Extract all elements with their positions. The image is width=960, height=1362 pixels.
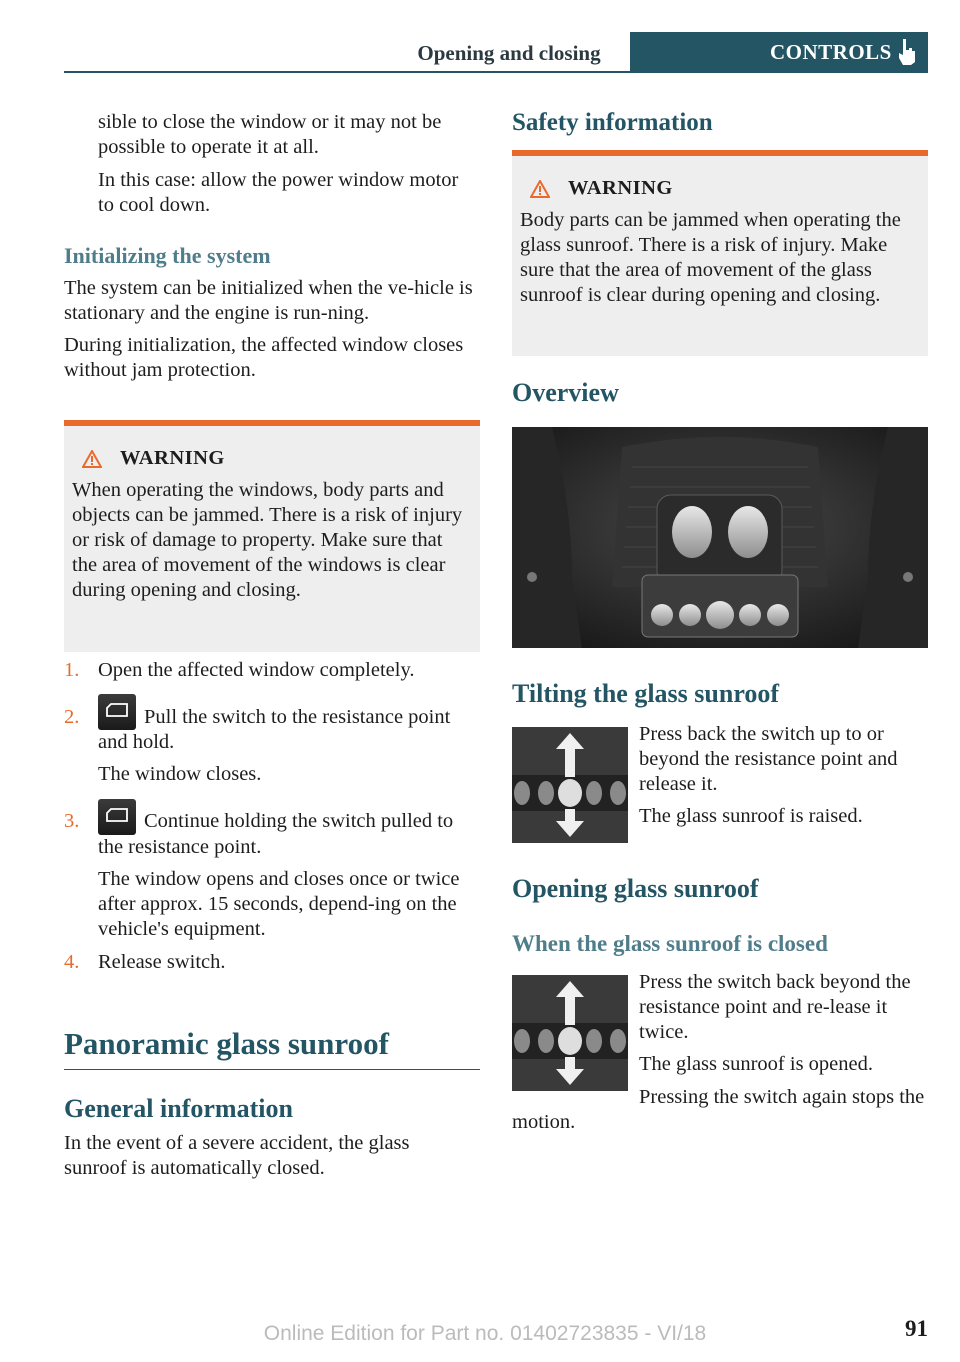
warning-header xyxy=(72,446,472,471)
window-switch-icon xyxy=(98,799,136,835)
paragraph: The glass sunroof is raised. xyxy=(639,805,863,827)
header-rule xyxy=(64,71,928,73)
list-item xyxy=(64,705,480,787)
heading-overview: Overview xyxy=(512,378,619,407)
page-number: 91 xyxy=(905,1316,928,1341)
window-switch-icon xyxy=(98,694,136,730)
step-text: Open the affected window completely. xyxy=(98,659,415,681)
paragraph: The glass sunroof is opened. xyxy=(639,1053,873,1075)
open-text xyxy=(639,970,928,1077)
list-number: 2. xyxy=(64,706,80,728)
tilt-switch-image xyxy=(512,727,628,843)
list-item xyxy=(64,809,480,941)
heading-rule xyxy=(64,1069,480,1070)
paragraph: Press back the switch up to or beyond the resistance point and release it. xyxy=(639,723,898,795)
overhead-console-image xyxy=(512,427,928,648)
heading-initializing: Initializing the system xyxy=(64,243,271,268)
tilt-text xyxy=(639,722,928,829)
edition-footer: Online Edition for Part no. 01402723835 - VI/18 xyxy=(263,1322,707,1345)
paragraph: During initialization, the affected window closes without jam protection. xyxy=(64,334,464,381)
heading-tilting: Tilting the glass sunroof xyxy=(512,679,780,708)
warning-icon xyxy=(530,180,550,198)
step-text: Continue holding the switch pulled to the resistance point. xyxy=(98,810,454,858)
step-text: Pull the switch to the resistance point and hold. xyxy=(98,706,451,754)
pointing-hand-icon xyxy=(896,38,918,66)
list-item xyxy=(64,950,480,975)
paragraph: sible to close the window or it may not be possible to operate it at all. xyxy=(98,111,442,158)
heading-when-closed: When the glass sunroof is closed xyxy=(512,931,828,956)
chapter-tab xyxy=(630,32,928,72)
heading-general: General information xyxy=(64,1094,293,1123)
list-number: 3. xyxy=(64,810,80,833)
heading-opening: Opening glass sunroof xyxy=(512,874,759,903)
section-title: Opening and closing xyxy=(417,41,601,65)
warning-header xyxy=(520,176,920,201)
step-text: Release switch. xyxy=(98,950,226,973)
heading-safety: Safety information xyxy=(512,109,713,136)
init-text xyxy=(64,276,474,383)
chapter-title: CONTROLS xyxy=(770,40,892,64)
warning-box xyxy=(64,420,480,652)
list-number: 4. xyxy=(64,950,80,973)
list-number: 1. xyxy=(64,659,80,681)
paragraph: Press the switch back beyond the resistance point and re-lease it twice. xyxy=(639,971,911,1043)
paragraph: In this case: allow the power window motor to cool down. xyxy=(98,169,459,216)
warning-text: When operating the windows, body parts and objects can be jammed. There is a risk of injury or risk of damage to property. Make sure that the area of movement of the windows is clear during opening and closing. xyxy=(72,479,463,601)
continued-text xyxy=(98,110,478,218)
step-subtext: The window opens and closes once or twice after approx. 15 seconds, depend-ing on the vehicle's equipment. xyxy=(98,867,460,940)
open-text-2: Pressing the switch again stops the motion. xyxy=(512,1086,925,1133)
open-switch-image xyxy=(512,975,628,1091)
list-item xyxy=(64,658,480,683)
warning-label: WARNING xyxy=(120,447,225,469)
heading-panoramic: Panoramic glass sunroof xyxy=(64,1026,389,1061)
steps-list xyxy=(64,658,480,975)
warning-box xyxy=(512,150,928,356)
warning-text: Body parts can be jammed when operating the glass sunroof. There is a risk of injury. Make sure that the area of movement of the glass sunroof is clear during opening and closing. xyxy=(520,209,901,306)
warning-icon xyxy=(82,450,102,468)
warning-label: WARNING xyxy=(568,177,673,199)
general-text: In the event of a severe accident, the glass sunroof is automatically closed. xyxy=(64,1132,410,1179)
step-subtext: The window closes. xyxy=(98,763,262,786)
paragraph: The system can be initialized when the ve-hicle is stationary and the engine is run-ning. xyxy=(64,277,473,324)
